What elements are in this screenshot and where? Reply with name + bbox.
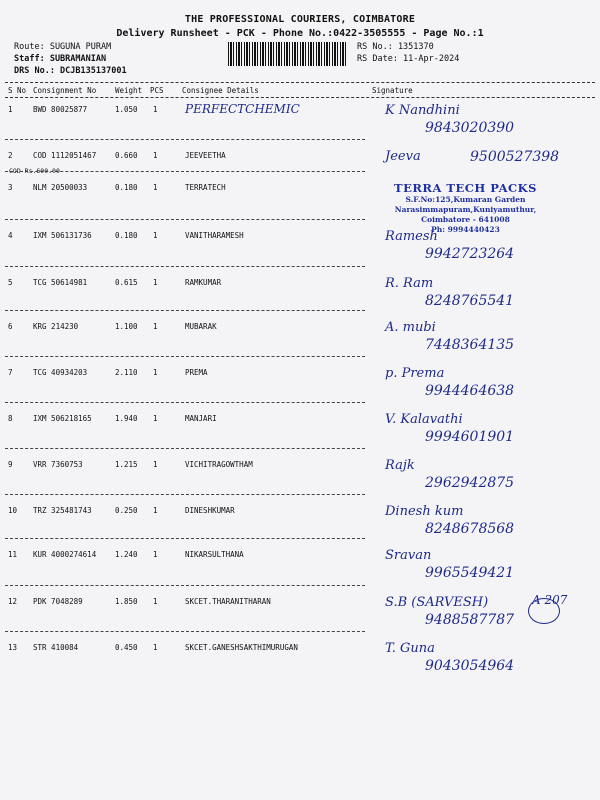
signature-name: K Nandhini bbox=[385, 103, 460, 118]
row-separator bbox=[5, 219, 365, 220]
cell-sno: 13 bbox=[8, 643, 18, 652]
document-title: THE PROFESSIONAL COURIERS, COIMBATORE bbox=[184, 14, 416, 25]
signature-phone: 9488587787 bbox=[425, 612, 515, 628]
signature-name: Dinesh kum bbox=[385, 504, 464, 519]
cell-weight: 1.940 bbox=[115, 414, 138, 423]
row-separator bbox=[5, 631, 365, 632]
cell-sno: 5 bbox=[8, 278, 13, 287]
signature-phone: 9965549421 bbox=[425, 565, 515, 581]
cell-consignee: DINESHKUMAR bbox=[185, 506, 235, 515]
stamp-title: TERRA TECH PACKS bbox=[394, 181, 537, 195]
cell-sno: 2 bbox=[8, 151, 13, 160]
signature-phone: 9043054964 bbox=[425, 658, 515, 674]
cell-consignee: NIKARSULTHANA bbox=[185, 550, 244, 559]
signature-name: R. Ram bbox=[385, 276, 434, 291]
meta-right-block bbox=[357, 41, 459, 65]
signature-name: Rajk bbox=[385, 458, 415, 473]
cell-pcs: 1 bbox=[153, 368, 158, 377]
cell-weight: 0.615 bbox=[115, 278, 138, 287]
cell-consignment: KRG 214230 bbox=[33, 322, 79, 331]
col-header-weight: Weight bbox=[115, 86, 143, 95]
signature-phone: 9994601901 bbox=[425, 429, 515, 445]
row-separator bbox=[5, 139, 365, 140]
row-separator bbox=[5, 538, 365, 539]
cell-consignment: IXM 506131736 bbox=[33, 231, 92, 240]
cell-sno: 8 bbox=[8, 414, 13, 423]
cell-weight: 0.180 bbox=[115, 183, 138, 192]
row-separator bbox=[5, 494, 365, 495]
cell-consignee: VANITHARAMESH bbox=[185, 231, 244, 240]
cell-weight: 1.100 bbox=[115, 322, 138, 331]
cell-consignee: PREMA bbox=[185, 368, 208, 377]
header-top-rule bbox=[5, 82, 595, 83]
stamp-line: Ph: 9994440423 bbox=[431, 225, 500, 234]
cell-weight: 0.450 bbox=[115, 643, 138, 652]
cell-sno: 6 bbox=[8, 322, 13, 331]
cell-weight: 0.660 bbox=[115, 151, 138, 160]
cell-pcs: 1 bbox=[153, 322, 158, 331]
cell-consignment: COD 1112051467 bbox=[33, 151, 97, 160]
cell-consignment: TCG 50614981 bbox=[33, 278, 88, 287]
signature-name: Ramesh bbox=[385, 229, 438, 244]
signature-name: p. Prema bbox=[385, 366, 445, 381]
stamp-line: Coimbatore - 641008 bbox=[421, 215, 510, 224]
signature-phone: 8248765541 bbox=[425, 293, 515, 309]
cell-pcs: 1 bbox=[153, 105, 158, 114]
cell-consignee: SKCET.GANESHSAKTHIMURUGAN bbox=[185, 643, 298, 652]
cell-consignment: BWD 80025877 bbox=[33, 105, 88, 114]
meta-left-block bbox=[14, 41, 127, 77]
cell-consignee: RAMKUMAR bbox=[185, 278, 222, 287]
cell-pcs: 1 bbox=[153, 278, 158, 287]
cell-pcs: 1 bbox=[153, 151, 158, 160]
rs-number: RS No.: 1351370 bbox=[357, 42, 434, 52]
cell-weight: 1.050 bbox=[115, 105, 138, 114]
document-subtitle: Delivery Runsheet - PCK - Phone No.:0422-3505555 - Page No.:1 bbox=[116, 28, 484, 39]
cell-consignee: TERRATECH bbox=[185, 183, 226, 192]
cell-consignment: TRZ 325481743 bbox=[33, 506, 92, 515]
row-separator bbox=[5, 585, 365, 586]
signature-phone: 8248678568 bbox=[425, 521, 515, 537]
staff-text: Staff: SUBRAMANIAN bbox=[14, 54, 107, 64]
signature-phone: 9500527398 bbox=[470, 149, 560, 165]
signature-phone: 9843020390 bbox=[425, 120, 515, 136]
cell-pcs: 1 bbox=[153, 506, 158, 515]
header-bottom-rule bbox=[5, 97, 595, 98]
cell-consignment: NLM 20500033 bbox=[33, 183, 88, 192]
col-header-consignment: Consignment No bbox=[33, 86, 97, 95]
signature-name: Sravan bbox=[385, 548, 432, 563]
signature-note: A 207 bbox=[532, 593, 568, 607]
cell-weight: 1.240 bbox=[115, 550, 138, 559]
col-header-consignee: Consignee Details bbox=[182, 86, 259, 95]
col-header-signature: Signature bbox=[372, 86, 413, 95]
cell-consignee: MUBARAK bbox=[185, 322, 217, 331]
stamp-line: S.F.No:125,Kumaran Garden bbox=[405, 195, 526, 204]
cell-weight: 0.250 bbox=[115, 506, 138, 515]
col-header-sno: S No bbox=[8, 86, 27, 95]
cod-amount: COD Rs.600.00 bbox=[9, 167, 60, 175]
cell-sno: 1 bbox=[8, 105, 13, 114]
signature-name: V. Kalavathi bbox=[385, 412, 463, 427]
signature-name: S.B (SARVESH) bbox=[385, 595, 489, 610]
cell-pcs: 1 bbox=[153, 550, 158, 559]
cell-weight: 1.850 bbox=[115, 597, 138, 606]
cell-sno: 4 bbox=[8, 231, 13, 240]
cell-consignment: VRR 7360753 bbox=[33, 460, 83, 469]
cell-consignment: TCG 40934203 bbox=[33, 368, 88, 377]
row-separator bbox=[5, 171, 365, 172]
signature-phone: 2962942875 bbox=[425, 475, 515, 491]
cell-consignment: IXM 506218165 bbox=[33, 414, 92, 423]
cell-pcs: 1 bbox=[153, 597, 158, 606]
cell-consignee: SKCET.THARANITHARAN bbox=[185, 597, 271, 606]
row-separator bbox=[5, 448, 365, 449]
cell-consignee: MANJARI bbox=[185, 414, 217, 423]
signature-phone: 7448364135 bbox=[425, 337, 515, 353]
signature-phone: 9944464638 bbox=[425, 383, 515, 399]
row-separator bbox=[5, 356, 365, 357]
route-text: Route: SUGUNA PURAM bbox=[14, 42, 112, 52]
cell-consignment: STR 410084 bbox=[33, 643, 79, 652]
cell-consignee: VICHITRAGOWTHAM bbox=[185, 460, 253, 469]
drs-number: DRS No.: DCJB135137001 bbox=[14, 66, 127, 76]
cell-pcs: 1 bbox=[153, 414, 158, 423]
cell-weight: 2.110 bbox=[115, 368, 138, 377]
cell-sno: 12 bbox=[8, 597, 18, 606]
col-header-pcs: PCS bbox=[150, 86, 164, 95]
terra-tech-stamp bbox=[378, 181, 553, 235]
cell-pcs: 1 bbox=[153, 460, 158, 469]
cell-consignment: KUR 4000274614 bbox=[33, 550, 97, 559]
stamp-line: Narasimmapuram,Kuniyamuthur, bbox=[394, 205, 537, 214]
cell-pcs: 1 bbox=[153, 231, 158, 240]
row-separator bbox=[5, 266, 365, 267]
signature-phone: 9942723264 bbox=[425, 246, 515, 262]
signature-name: A. mubi bbox=[385, 320, 436, 335]
cell-pcs: 1 bbox=[153, 183, 158, 192]
barcode-image bbox=[228, 42, 348, 66]
cell-consignment: PDK 7048289 bbox=[33, 597, 83, 606]
row-separator bbox=[5, 402, 365, 403]
cell-sno: 3 bbox=[8, 183, 13, 192]
handwritten-circle-mark bbox=[528, 598, 560, 624]
cell-sno: 9 bbox=[8, 460, 13, 469]
signature-name: T. Guna bbox=[385, 641, 435, 656]
cell-pcs: 1 bbox=[153, 643, 158, 652]
cell-consignee: PERFECTCHEMIC bbox=[185, 102, 300, 116]
cell-consignee: JEEVEETHA bbox=[185, 151, 226, 160]
cell-sno: 10 bbox=[8, 506, 18, 515]
cell-weight: 0.180 bbox=[115, 231, 138, 240]
cell-weight: 1.215 bbox=[115, 460, 138, 469]
row-separator bbox=[5, 310, 365, 311]
rs-date: RS Date: 11-Apr-2024 bbox=[357, 54, 460, 64]
cell-sno: 7 bbox=[8, 368, 13, 377]
cell-sno: 11 bbox=[8, 550, 18, 559]
signature-name: Jeeva bbox=[385, 149, 421, 164]
